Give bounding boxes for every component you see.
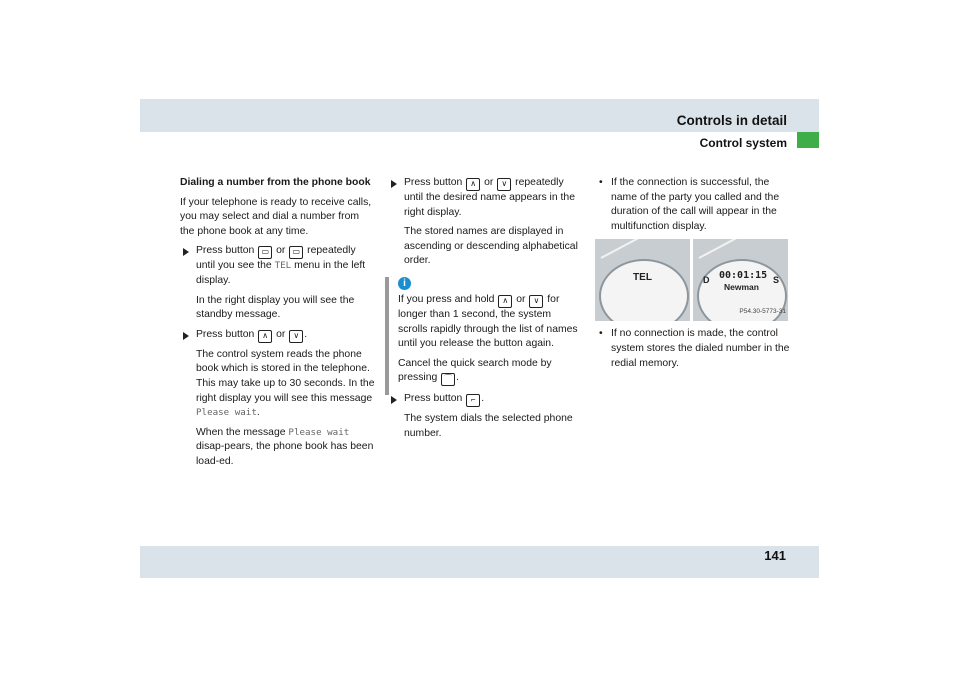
down-key-icon: ∨ xyxy=(289,330,303,343)
end-call-key-icon: ⌒ xyxy=(441,373,455,386)
phone-book-loaded-note: When the message Please wait disap-pears, the phone book has been load-ed. xyxy=(196,426,374,467)
column-2 xyxy=(388,176,580,447)
phone-book-load-note: The control system reads the phone book which is stored in the telephone. This may take up to 30 seconds. In the right display you will see this message Please wait. xyxy=(196,348,375,419)
caller-name: Newman xyxy=(724,282,759,293)
no-connection-bullet: • If no connection is made, the control system stores the dialed number in the redial memory. xyxy=(599,328,790,369)
up-key-icon: ∧ xyxy=(498,295,512,308)
tel-display-text: TEL xyxy=(274,260,292,272)
info-sidebar xyxy=(385,277,389,395)
right-display-image xyxy=(693,239,788,321)
footer-band xyxy=(140,546,819,578)
please-wait-text: Please wait xyxy=(288,426,350,438)
menu-up-key-icon: ▭ xyxy=(258,246,272,259)
figure-reference: P54.30-5773-31 xyxy=(739,307,786,315)
step-arrow-icon xyxy=(391,180,397,188)
down-key-icon: ∨ xyxy=(529,295,543,308)
left-display-image xyxy=(595,239,690,321)
column-3 xyxy=(595,176,790,376)
step-scroll-names: Press button ∧ or ∨ repeatedly until the desired name appears in the right display. xyxy=(388,176,580,220)
standby-note: In the right display you will see the standby message. xyxy=(196,294,355,321)
chapter-tab xyxy=(797,132,819,148)
menu-down-key-icon: ▭ xyxy=(289,246,303,259)
step-select-tel-menu: Press button ▭ or ▭ repeatedly until you see the TEL menu in the left display. xyxy=(180,244,376,288)
phone-book-heading: Dialing a number from the phone book xyxy=(180,177,371,188)
tel-label: TEL xyxy=(633,272,652,284)
section-subtitle: Control system xyxy=(699,136,787,150)
call-duration: 00:01:15 xyxy=(719,270,768,282)
column-1 xyxy=(180,176,376,475)
display-s-marker: S xyxy=(773,275,780,286)
success-bullet: • If the connection is successful, the name of the party you called and the duration of the call will appear in the multifunction display. xyxy=(599,177,780,232)
down-key-icon: ∨ xyxy=(497,178,511,191)
page-number: 141 xyxy=(764,548,786,563)
step-dial: Press button ⌐ . xyxy=(388,392,580,407)
intro-text: If your telephone is ready to receive calls, you may select and dial a number from the phone book at any time. xyxy=(180,196,372,237)
section-title: Controls in detail xyxy=(676,113,787,128)
multifunction-display-figure xyxy=(595,239,788,321)
info-box xyxy=(388,277,580,386)
step-arrow-icon xyxy=(391,396,397,404)
cancel-search-note: Cancel the quick search mode by pressing ⌒ . xyxy=(398,357,580,387)
step-arrow-icon xyxy=(183,332,189,340)
info-icon: i xyxy=(398,277,411,290)
up-key-icon: ∧ xyxy=(466,178,480,191)
up-key-icon: ∧ xyxy=(258,330,272,343)
send-call-key-icon: ⌐ xyxy=(466,394,480,407)
step-press-up-down: Press button ∧ or ∨ . xyxy=(180,328,376,343)
dial-note: The system dials the selected phone number. xyxy=(404,413,573,439)
display-d-marker: D xyxy=(703,275,710,286)
quick-search-note: If you press and hold ∧ or ∨ for longer than 1 second, the system scrolls rapidly through the list of names until you release the button again. xyxy=(398,293,578,350)
alphabetical-note: The stored names are displayed in ascending or descending alphabetical order. xyxy=(404,226,578,267)
please-wait-text: Please wait xyxy=(196,407,257,419)
step-arrow-icon xyxy=(183,248,189,256)
